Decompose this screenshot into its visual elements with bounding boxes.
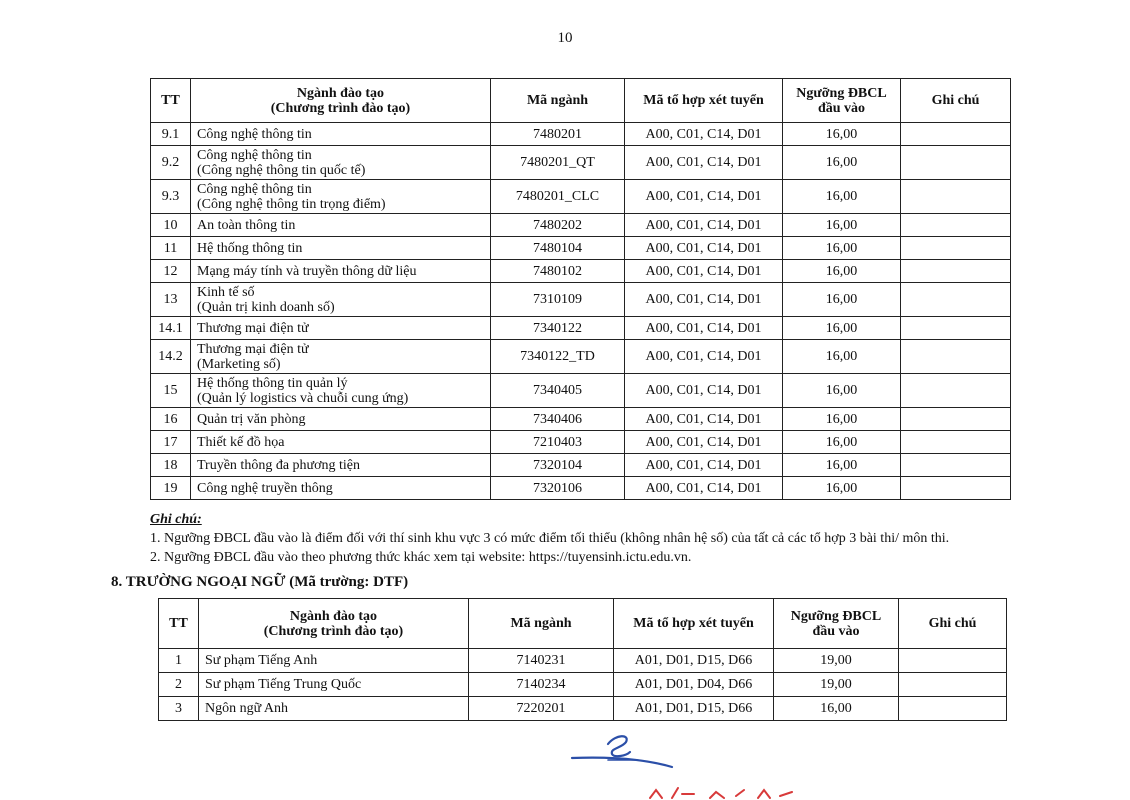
col-header-threshold-line1: Ngưỡng ĐBCL xyxy=(796,85,887,101)
note-cell xyxy=(901,340,1011,374)
threshold-score: 16,00 xyxy=(783,146,901,180)
program-name xyxy=(191,408,491,431)
subject-combinations: A00, C01, C14, D01 xyxy=(625,146,783,180)
note-cell xyxy=(901,317,1011,340)
notes-title: Ghi chú: xyxy=(150,512,202,527)
program-name xyxy=(191,214,491,237)
subject-combinations: A00, C01, C14, D01 xyxy=(625,123,783,146)
col-header-combo: Mã tổ hợp xét tuyển xyxy=(614,599,774,649)
col-header-combo: Mã tổ hợp xét tuyển xyxy=(625,79,783,123)
program-code: 7480201 xyxy=(491,123,625,146)
threshold-score: 16,00 xyxy=(783,283,901,317)
program-code: 7340122 xyxy=(491,317,625,340)
table-row xyxy=(151,340,1011,374)
row-number: 14.2 xyxy=(151,340,191,374)
row-number: 9.1 xyxy=(151,123,191,146)
threshold-score: 16,00 xyxy=(783,180,901,214)
table-row xyxy=(151,431,1011,454)
row-number: 9.3 xyxy=(151,180,191,214)
col-header-threshold-line2: đầu vào xyxy=(812,623,860,639)
row-number: 15 xyxy=(151,374,191,408)
note-item-2: 2. Ngưỡng ĐBCL đầu vào theo phương thức khác xem tại website: https://tuyensinh.ictu.edu.vn. xyxy=(150,550,692,565)
program-name xyxy=(191,123,491,146)
program-name xyxy=(199,649,469,673)
note-cell xyxy=(901,374,1011,408)
threshold-score: 19,00 xyxy=(774,649,899,673)
threshold-score: 16,00 xyxy=(783,454,901,477)
row-number: 11 xyxy=(151,237,191,260)
col-header-note: Ghi chú xyxy=(899,599,1007,649)
subject-combinations: A01, D01, D04, D66 xyxy=(614,673,774,697)
row-number: 3 xyxy=(159,697,199,721)
program-code: 7320104 xyxy=(491,454,625,477)
program-code: 7320106 xyxy=(491,477,625,500)
threshold-score: 19,00 xyxy=(774,673,899,697)
program-name-line1: Công nghệ thông tin xyxy=(197,126,312,142)
program-name xyxy=(191,146,491,180)
subject-combinations: A00, C01, C14, D01 xyxy=(625,180,783,214)
subject-combinations: A01, D01, D15, D66 xyxy=(614,649,774,673)
threshold-score: 16,00 xyxy=(783,123,901,146)
col-header-tt: TT xyxy=(151,79,191,123)
table-row xyxy=(151,477,1011,500)
program-code: 7480104 xyxy=(491,237,625,260)
threshold-score: 16,00 xyxy=(783,214,901,237)
program-name-line1: Truyền thông đa phương tiện xyxy=(197,457,361,473)
program-name xyxy=(191,477,491,500)
subject-combinations: A00, C01, C14, D01 xyxy=(625,340,783,374)
program-name xyxy=(191,180,491,214)
program-name xyxy=(191,454,491,477)
col-header-program xyxy=(191,79,491,123)
program-name-line1: Sư phạm Tiếng Trung Quốc xyxy=(205,677,362,692)
program-name xyxy=(199,673,469,697)
note-cell xyxy=(901,454,1011,477)
table-header-row xyxy=(159,599,1007,649)
subject-combinations: A00, C01, C14, D01 xyxy=(625,408,783,431)
subject-combinations: A00, C01, C14, D01 xyxy=(625,237,783,260)
admission-table-foreign-languages xyxy=(158,598,1007,721)
subject-combinations: A00, C01, C14, D01 xyxy=(625,477,783,500)
note-cell xyxy=(899,697,1007,721)
program-code: 7480201_CLC xyxy=(491,180,625,214)
program-name xyxy=(191,374,491,408)
threshold-score: 16,00 xyxy=(783,374,901,408)
table-row xyxy=(151,317,1011,340)
note-cell xyxy=(901,431,1011,454)
section-heading: 8. TRƯỜNG NGOẠI NGỮ (Mã trường: DTF) xyxy=(111,574,409,590)
program-name-line1: Thương mại điện tử xyxy=(197,341,309,357)
subject-combinations: A01, D01, D15, D66 xyxy=(614,697,774,721)
program-name-line1: Thương mại điện tử xyxy=(197,320,309,336)
row-number: 14.1 xyxy=(151,317,191,340)
col-header-program-line2: (Chương trình đào tạo) xyxy=(270,100,411,116)
row-number: 17 xyxy=(151,431,191,454)
program-name xyxy=(191,431,491,454)
table-row xyxy=(151,180,1011,214)
program-name xyxy=(191,283,491,317)
program-name-line1: Quản trị văn phòng xyxy=(197,411,306,427)
table-row xyxy=(151,454,1011,477)
row-number: 19 xyxy=(151,477,191,500)
program-name-line2: (Quản lý logistics và chuỗi cung ứng) xyxy=(197,390,409,406)
note-cell xyxy=(901,123,1011,146)
col-header-program-line1: Ngành đào tạo xyxy=(289,608,378,624)
subject-combinations: A00, C01, C14, D01 xyxy=(625,283,783,317)
col-header-threshold xyxy=(774,599,899,649)
program-code: 7140231 xyxy=(469,649,614,673)
note-cell xyxy=(901,146,1011,180)
program-code: 7480102 xyxy=(491,260,625,283)
table-row xyxy=(151,374,1011,408)
threshold-score: 16,00 xyxy=(783,317,901,340)
threshold-score: 16,00 xyxy=(774,697,899,721)
program-name-line2: (Công nghệ thông tin trọng điểm) xyxy=(197,196,386,212)
col-header-code: Mã ngành xyxy=(491,79,625,123)
threshold-score: 16,00 xyxy=(783,237,901,260)
program-name xyxy=(191,340,491,374)
col-header-program xyxy=(199,599,469,649)
program-name-line1: Thiết kế đồ họa xyxy=(197,434,285,450)
row-number: 13 xyxy=(151,283,191,317)
program-name-line1: Mạng máy tính và truyền thông dữ liệu xyxy=(197,263,417,279)
program-name-line1: Công nghệ thông tin xyxy=(197,147,312,163)
program-code: 7340405 xyxy=(491,374,625,408)
row-number: 16 xyxy=(151,408,191,431)
row-number: 2 xyxy=(159,673,199,697)
program-name-line1: Kinh tế số xyxy=(197,284,255,300)
col-header-code: Mã ngành xyxy=(469,599,614,649)
table-row xyxy=(151,214,1011,237)
note-cell xyxy=(901,408,1011,431)
note-cell xyxy=(901,260,1011,283)
row-number: 9.2 xyxy=(151,146,191,180)
program-name xyxy=(199,697,469,721)
note-cell xyxy=(901,237,1011,260)
program-name-line2: (Marketing số) xyxy=(197,356,281,372)
threshold-score: 16,00 xyxy=(783,260,901,283)
note-item-1: 1. Ngưỡng ĐBCL đầu vào là điểm đối với thí sinh khu vực 3 có mức điểm tối thiểu (không nhân hệ số) của tất cả các tổ hợp 3 bài thi/ môn thi. xyxy=(150,531,950,546)
subject-combinations: A00, C01, C14, D01 xyxy=(625,374,783,408)
table-row xyxy=(151,260,1011,283)
note-cell xyxy=(899,673,1007,697)
table-row xyxy=(159,673,1007,697)
program-name-line1: An toàn thông tin xyxy=(197,217,296,233)
col-header-note: Ghi chú xyxy=(901,79,1011,123)
program-code: 7480202 xyxy=(491,214,625,237)
threshold-score: 16,00 xyxy=(783,408,901,431)
program-code: 7140234 xyxy=(469,673,614,697)
notes-block xyxy=(150,510,949,567)
note-cell xyxy=(899,649,1007,673)
program-name-line1: Sư phạm Tiếng Anh xyxy=(205,653,318,668)
threshold-score: 16,00 xyxy=(783,340,901,374)
program-code: 7340406 xyxy=(491,408,625,431)
subject-combinations: A00, C01, C14, D01 xyxy=(625,431,783,454)
program-code: 7310109 xyxy=(491,283,625,317)
subject-combinations: A00, C01, C14, D01 xyxy=(625,454,783,477)
note-cell xyxy=(901,180,1011,214)
program-name xyxy=(191,260,491,283)
table-row xyxy=(159,697,1007,721)
table-row xyxy=(159,649,1007,673)
stamp-image xyxy=(640,784,820,800)
program-code: 7340122_TD xyxy=(491,340,625,374)
table-row xyxy=(151,237,1011,260)
col-header-tt: TT xyxy=(159,599,199,649)
note-cell xyxy=(901,214,1011,237)
row-number: 18 xyxy=(151,454,191,477)
program-name-line1: Hệ thống thông tin quản lý xyxy=(197,375,348,391)
program-name-line1: Công nghệ truyền thông xyxy=(197,480,333,496)
col-header-program-line2: (Chương trình đào tạo) xyxy=(263,623,404,639)
col-header-threshold xyxy=(783,79,901,123)
subject-combinations: A00, C01, C14, D01 xyxy=(625,260,783,283)
threshold-score: 16,00 xyxy=(783,477,901,500)
program-code: 7480201_QT xyxy=(491,146,625,180)
threshold-score: 16,00 xyxy=(783,431,901,454)
program-name xyxy=(191,317,491,340)
note-cell xyxy=(901,477,1011,500)
row-number: 1 xyxy=(159,649,199,673)
note-cell xyxy=(901,283,1011,317)
admission-table-ict xyxy=(150,78,1011,500)
program-name-line1: Công nghệ thông tin xyxy=(197,181,312,197)
row-number: 10 xyxy=(151,214,191,237)
col-header-program-line1: Ngành đào tạo xyxy=(296,85,385,101)
table-header-row xyxy=(151,79,1011,123)
table-row xyxy=(151,123,1011,146)
col-header-threshold-line2: đầu vào xyxy=(817,100,866,116)
signature-image xyxy=(568,730,678,770)
table-row xyxy=(151,408,1011,431)
page-number: 10 xyxy=(557,30,573,46)
program-name-line1: Hệ thống thông tin xyxy=(197,240,303,256)
program-name xyxy=(191,237,491,260)
program-name-line2: (Quản trị kinh doanh số) xyxy=(197,299,335,315)
table-row xyxy=(151,283,1011,317)
subject-combinations: A00, C01, C14, D01 xyxy=(625,317,783,340)
program-code: 7210403 xyxy=(491,431,625,454)
subject-combinations: A00, C01, C14, D01 xyxy=(625,214,783,237)
col-header-threshold-line1: Ngưỡng ĐBCL xyxy=(790,608,882,624)
table-row xyxy=(151,146,1011,180)
row-number: 12 xyxy=(151,260,191,283)
program-name-line1: Ngôn ngữ Anh xyxy=(205,701,289,716)
program-name-line2: (Công nghệ thông tin quốc tế) xyxy=(197,162,366,178)
program-code: 7220201 xyxy=(469,697,614,721)
